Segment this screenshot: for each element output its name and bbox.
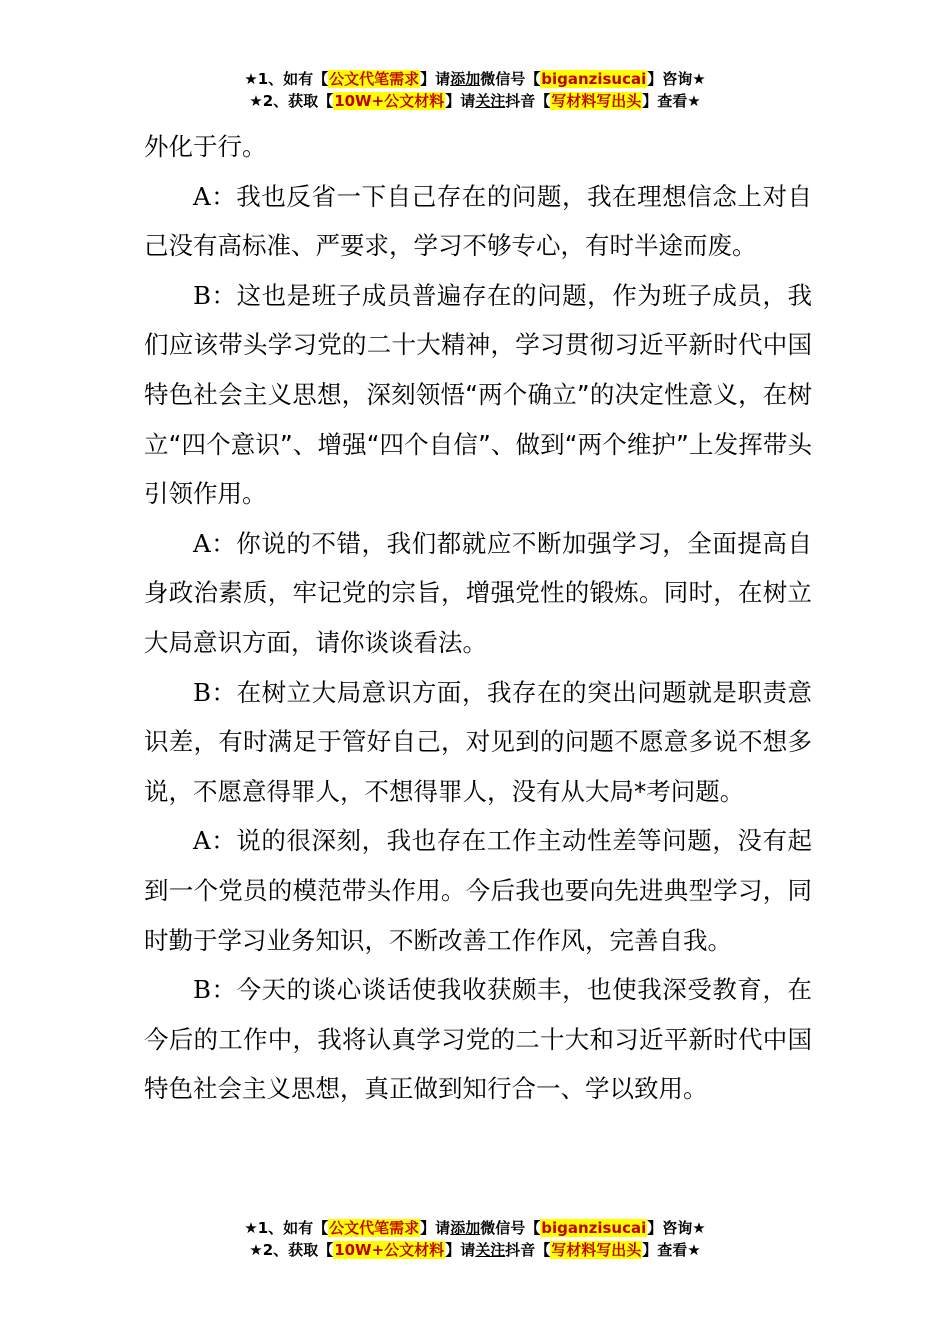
banner-text: 抖音【 [505, 92, 551, 110]
banner-highlight: 10W+公文材料 [334, 92, 445, 110]
banner-underlined-text: 添加 [450, 1219, 481, 1237]
banner-text: 】请 [420, 70, 451, 88]
banner-highlight: 10W+公文材料 [334, 1241, 445, 1259]
speaker-label: B [193, 677, 212, 707]
banner-text: 微信号【 [480, 70, 541, 88]
banner-text: ★1、如有【 [244, 70, 329, 88]
paragraph-text: ：在树立大局意识方面，我存在的突出问题就是职责意识差，有时满足于管好自己，对见到的问题不愿意多说不想多说，不愿意得罪人，不想得罪人，没有从大局*考问题。 [144, 677, 812, 806]
banner-wechat-id: biganzisucai [541, 1219, 647, 1237]
banner-text: 】请 [445, 1241, 476, 1259]
paragraph [144, 519, 812, 668]
banner-underlined-text: 关注 [475, 92, 506, 110]
banner-underlined-text: 添加 [450, 70, 481, 88]
paragraph [144, 965, 812, 1114]
banner-line-1 [0, 1217, 950, 1239]
speaker-label: A [193, 528, 211, 558]
paragraph [144, 172, 812, 271]
paragraph-text: ：这也是班子成员普遍存在的问题，作为班子成员，我们应该带头学习党的二十大精神，学习贯彻习近平新时代中国特色社会主义思想，深刻领悟“两个确立”的决定性意义，在树立“四个意识”、增强“四个自信”、做到“两个维护”上发挥带头引领作用。 [144, 280, 812, 509]
speaker-label: B [193, 975, 212, 1005]
banner-text: 】查看★ [642, 1241, 701, 1259]
banner-text: ★2、获取【 [249, 1241, 334, 1259]
speaker-label: A [193, 826, 211, 856]
banner-douyin-account: 写材料写出头 [551, 1241, 642, 1259]
header-banner [0, 68, 950, 112]
speaker-label: A [193, 181, 211, 211]
banner-underlined-text: 关注 [475, 1241, 506, 1259]
banner-text: 】咨询★ [647, 70, 706, 88]
banner-text: 】咨询★ [647, 1219, 706, 1237]
paragraph [144, 816, 812, 965]
banner-text: ★1、如有【 [244, 1219, 329, 1237]
banner-line-2 [0, 1239, 950, 1261]
banner-text: 】请 [445, 92, 476, 110]
footer-banner [0, 1217, 950, 1261]
banner-line-2 [0, 90, 950, 112]
banner-text: 】查看★ [642, 92, 701, 110]
paragraph-text: ：我也反省一下自己存在的问题，我在理想信念上对自己没有高标准、严要求，学习不够专心，有时半途而废。 [144, 181, 812, 261]
banner-text: 抖音【 [505, 1241, 551, 1259]
document-body [144, 122, 812, 1114]
banner-text: ★2、获取【 [249, 92, 334, 110]
banner-highlight: 公文代笔需求 [329, 70, 420, 88]
banner-wechat-id: biganzisucai [541, 70, 647, 88]
paragraph [144, 122, 812, 172]
paragraph [144, 668, 812, 817]
paragraph-text: ：今天的谈心谈话使我收获颇丰，也使我深受教育，在今后的工作中，我将认真学习党的二十大和习近平新时代中国特色社会主义思想，真正做到知行合一、学以致用。 [144, 975, 812, 1104]
banner-text: 】请 [420, 1219, 451, 1237]
banner-highlight: 公文代笔需求 [329, 1219, 420, 1237]
banner-douyin-account: 写材料写出头 [551, 92, 642, 110]
paragraph-text: 外化于行。 [144, 132, 267, 161]
speaker-label: B [193, 280, 212, 310]
paragraph [144, 271, 812, 519]
paragraph-text: ：你说的不错，我们都就应不断加强学习，全面提高自身政治素质，牢记党的宗旨，增强党性的锻炼。同时，在树立大局意识方面，请你谈谈看法。 [144, 528, 812, 657]
paragraph-text: ：说的很深刻，我也存在工作主动性差等问题，没有起到一个党员的模范带头作用。今后我也要向先进典型学习，同时勤于学习业务知识，不断改善工作作风，完善自我。 [144, 826, 812, 955]
banner-line-1 [0, 68, 950, 90]
banner-text: 微信号【 [480, 1219, 541, 1237]
